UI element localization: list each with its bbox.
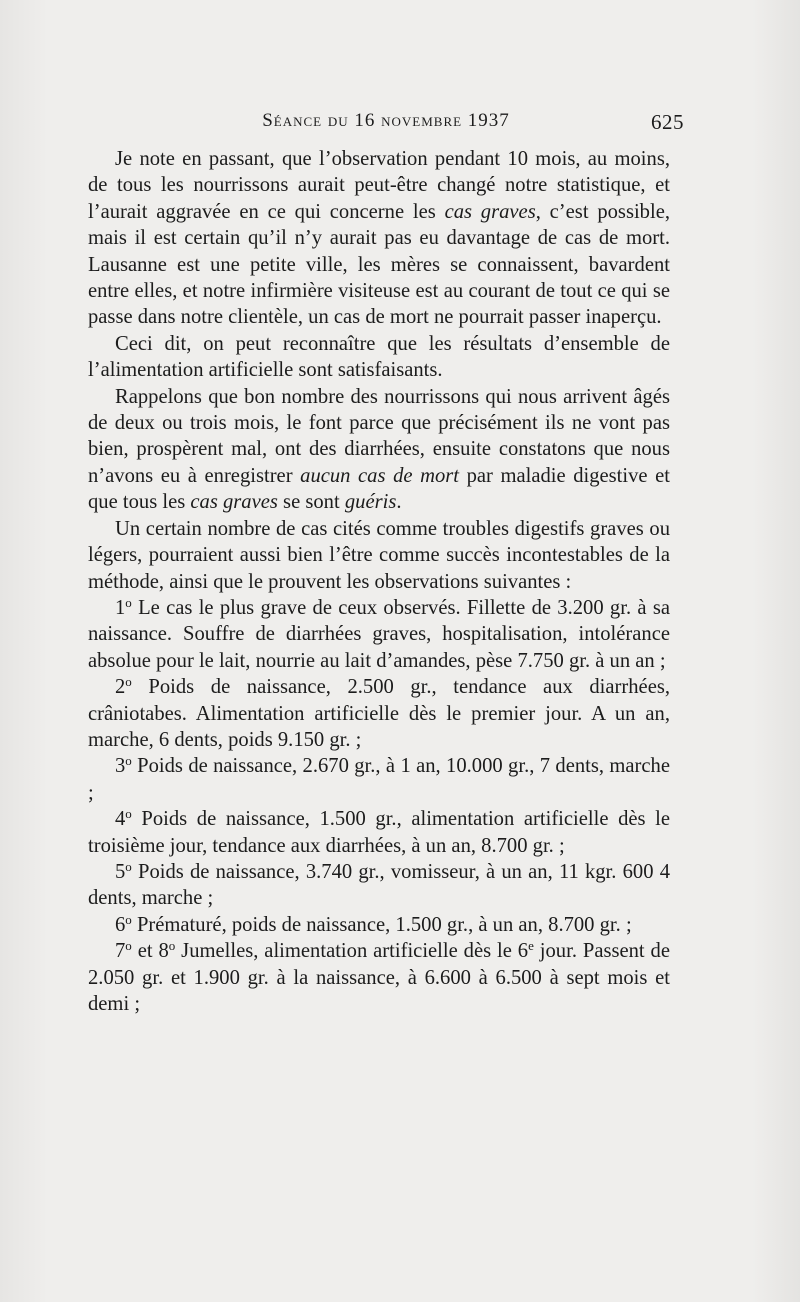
text-run: Poids de naissance, 3.740 gr., vomisseur, à un an, 11 kgr. 600 4 dents, marche ; <box>88 860 670 910</box>
text-run: , c’est possible, mais il est certain qu’il n’y aurait pas eu davantage de cas de mort. Lausanne est une petite ville, les mères se connaissent, bavardent entre elles, et notre infirmière visiteuse est au courant de tout ce qui se passe dans notre clientèle, un cas de mort ne pourrait passer inaperçu. <box>88 200 670 329</box>
list-item-observation <box>88 806 670 859</box>
text-run: et 8 <box>131 940 169 963</box>
text-run: Je note en passant, que l’observation pendant 10 mois, au moins, de tous les nourrissons aurait peut-être changé notre statistique, et l’aurait aggravée en ce qui concerne les <box>88 148 670 223</box>
list-item-observation <box>88 674 670 753</box>
running-title: Séance du 16 novembre 1937 <box>262 110 510 131</box>
paragraph <box>88 516 670 595</box>
text-run: Poids de naissance, 2.500 gr., tendance aux diarrhées, crâniotabes. Alimentation artificielle dès le premier jour. A un an, marche, 6 dents, poids 9.150 gr. ; <box>88 676 670 751</box>
page-number: 625 <box>651 110 684 134</box>
text-run: 2 <box>115 676 126 699</box>
italic-emphasis: guéris <box>344 491 397 514</box>
superscript: o <box>125 858 132 874</box>
superscript: e <box>528 938 534 954</box>
superscript: o <box>168 938 176 954</box>
text-run: Ceci dit, on peut reconnaître que les résultats d’ensemble de l’alimentation artificielle sont satisfaisants. <box>88 332 670 382</box>
text-run: Rappelons que bon nombre des nourrissons qui nous arrivent âgés de deux ou trois mois, le font parce que précisément ils ne vont pas bien, prospèrent mal, ont des diarrhées, ensuite constatons que nous n’avons eu à enregistrer <box>88 385 670 487</box>
text-run: Un certain nombre de cas cités comme troubles digestifs graves ou légers, pourraient aussi bien l’être comme succès incontestables de la méthode, ainsi que le prouvent les observations suivantes : <box>88 517 670 593</box>
text-run: Poids de naissance, 2.670 gr., à 1 an, 10.000 gr., 7 dents, marche ; <box>88 755 670 804</box>
superscript: o <box>125 674 132 690</box>
superscript: o <box>125 938 132 954</box>
list-item-observation <box>88 938 670 1017</box>
italic-emphasis: cas graves <box>190 491 278 514</box>
text-run: 4 <box>115 808 126 831</box>
list-item-observation <box>88 753 670 806</box>
text-run: par maladie digestive et que tous les <box>88 464 670 514</box>
superscript: o <box>125 911 132 927</box>
text-run: se sont <box>277 491 345 514</box>
list-item-observation <box>88 912 670 938</box>
text-run: jour. Passent de 2.050 gr. et 1.900 gr. à la naissance, à 6.600 à 6.500 à sept mois et demi ; <box>88 940 670 1015</box>
text-run: Prématuré, poids de naissance, 1.500 gr., à un an, 8.700 gr. ; <box>131 913 632 936</box>
list-item-observation <box>88 595 670 674</box>
superscript: o <box>125 594 132 610</box>
text-run: . <box>396 491 402 514</box>
paragraph <box>88 146 670 331</box>
text-run: Jumelles, alimentation artificielle dès le 6 <box>175 940 529 963</box>
text-run: 1 <box>115 596 126 619</box>
text-run: 5 <box>115 860 126 883</box>
superscript: o <box>125 753 132 769</box>
body-text <box>88 146 670 1017</box>
list-item-observation <box>88 859 670 912</box>
text-run: Le cas le plus grave de ceux observés. Fillette de 3.200 gr. à sa naissance. Souffre de diarrhées graves, hospitalisation, intolérance absolue pour le lait, nourrie au lait d’amandes, pèse 7.750 gr. à un an ; <box>88 596 670 672</box>
page-header <box>88 110 684 138</box>
italic-emphasis: cas graves <box>444 200 536 223</box>
text-run: 6 <box>115 913 126 936</box>
paragraph <box>88 384 670 516</box>
text-run: 7 <box>115 940 126 963</box>
superscript: o <box>125 806 132 822</box>
text-run: Poids de naissance, 1.500 gr., alimentation artificielle dès le troisième jour, tendance aux diarrhées, à un an, 8.700 gr. ; <box>88 808 670 857</box>
text-run: 3 <box>115 755 126 778</box>
italic-emphasis: aucun cas de mort <box>300 464 459 487</box>
paragraph <box>88 331 670 384</box>
